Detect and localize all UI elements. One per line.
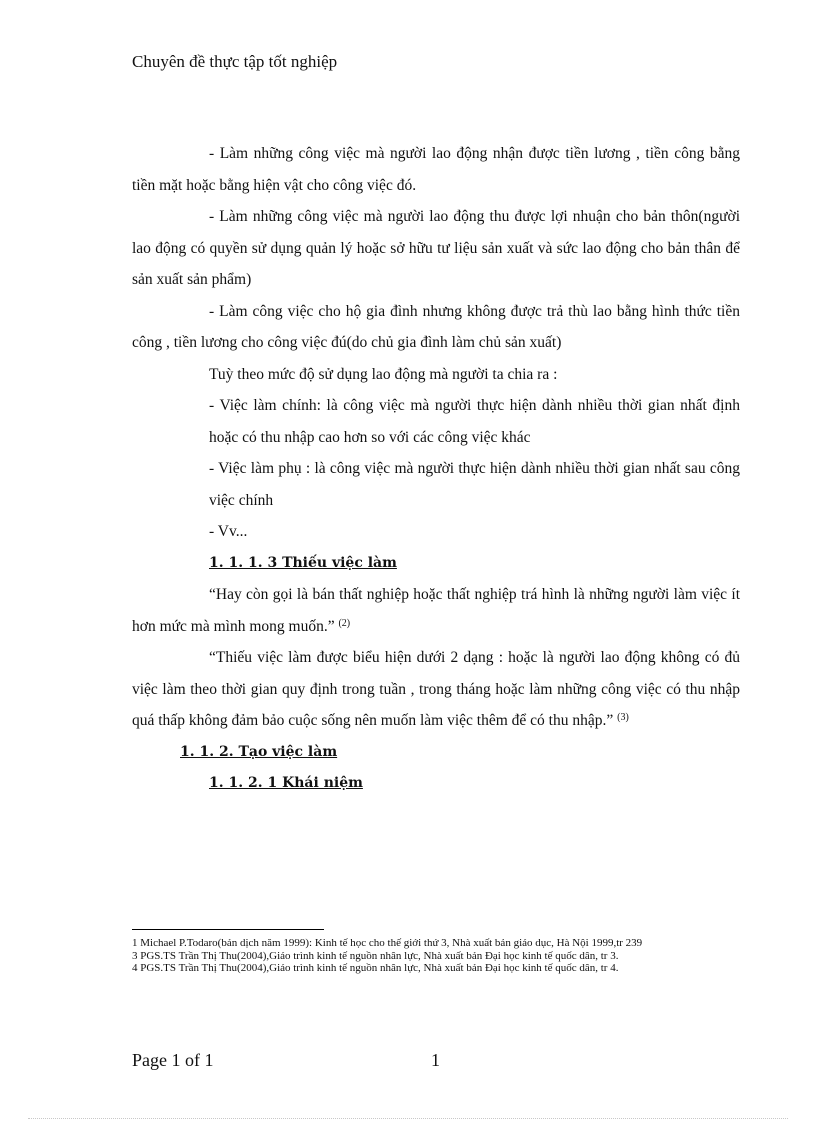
section-heading: 1. 1. 1. 3 Thiếu việc làm <box>209 554 397 571</box>
section-heading: 1. 1. 2. 1 Khái niệm <box>209 775 363 791</box>
footnote: 3 PGS.TS Trần Thị Thu(2004),Giáo trình kinh tế nguồn nhân lực, Nhà xuất bản Đại học kinh tế quốc dân, tr 3. <box>132 949 619 962</box>
footnote: 1 Michael P.Todaro(bản dịch năm 1999): Kinh tế học cho thế giới thứ 3, Nhà xuất bản giáo dục, Hà Nội 1999,tr 239 <box>132 937 643 949</box>
page-bottom-edge <box>28 1118 788 1119</box>
page-header-title: Chuyên đề thực tập tốt nghiệp <box>132 52 338 71</box>
paragraph <box>132 579 740 642</box>
paragraph: - Việc làm phụ : là công việc mà người thực hiện dành nhiều thời gian nhất sau công việc chính <box>209 460 740 509</box>
footer-page-label: Page 1 of 1 <box>132 1050 214 1070</box>
paragraph-text: “Hay còn gọi là bán thất nghiệp hoặc thất nghiệp trá hình là những người làm việc ít hơn mức mà mình mong muốn.” <box>132 586 740 635</box>
paragraph: Tuỳ theo mức độ sử dụng lao động mà người ta chia ra : <box>209 365 558 383</box>
paragraph: - Làm những công việc mà người lao động thu được lợi nhuận cho bản thôn(người lao động có quyền sử dụng quản lý hoặc sở hữu tư liệu sản xuất và sức lao động cho bản thân để sản xuất sản phẩm) <box>132 208 740 288</box>
paragraph: - Làm những công việc mà người lao động nhận được tiền lương , tiền công bằng tiền mặt hoặc bằng hiện vật cho công việc đó. <box>132 145 740 194</box>
document-body <box>132 138 740 800</box>
citation-ref: (2) <box>338 617 351 629</box>
paragraph <box>132 642 740 737</box>
footnotes <box>132 937 740 975</box>
paragraph-text: “Thiếu việc làm được biểu hiện dưới 2 dạng : hoặc là người lao động không có đủ việc làm theo thời gian quy định trong tuần , trong tháng hoặc làm những công việc có thu nhập quá thấp không đảm bảo cuộc sống nên muốn làm việc thêm để có thu nhập.” <box>132 649 740 729</box>
footnote-separator <box>132 929 324 930</box>
paragraph: - Vv... <box>209 523 248 540</box>
footer-page-number: 1 <box>431 1050 440 1070</box>
paragraph: - Việc làm chính: là công việc mà người thực hiện dành nhiều thời gian nhất định hoặc có thu nhập cao hơn so với các công việc khác <box>209 397 740 446</box>
footnote: 4 PGS.TS Trần Thị Thu(2004),Giáo trình kinh tế nguồn nhân lực, Nhà xuất bản Đại học kinh tế quốc dân, tr 4. <box>132 962 619 974</box>
section-heading: 1. 1. 2. Tạo việc làm <box>180 743 338 760</box>
paragraph: - Làm công việc cho hộ gia đình nhưng không được trả thù lao bằng hình thức tiền công , tiền lương cho công việc đú(do chủ gia đình làm chủ sản xuất) <box>132 302 740 351</box>
citation-ref: (3) <box>617 712 629 723</box>
